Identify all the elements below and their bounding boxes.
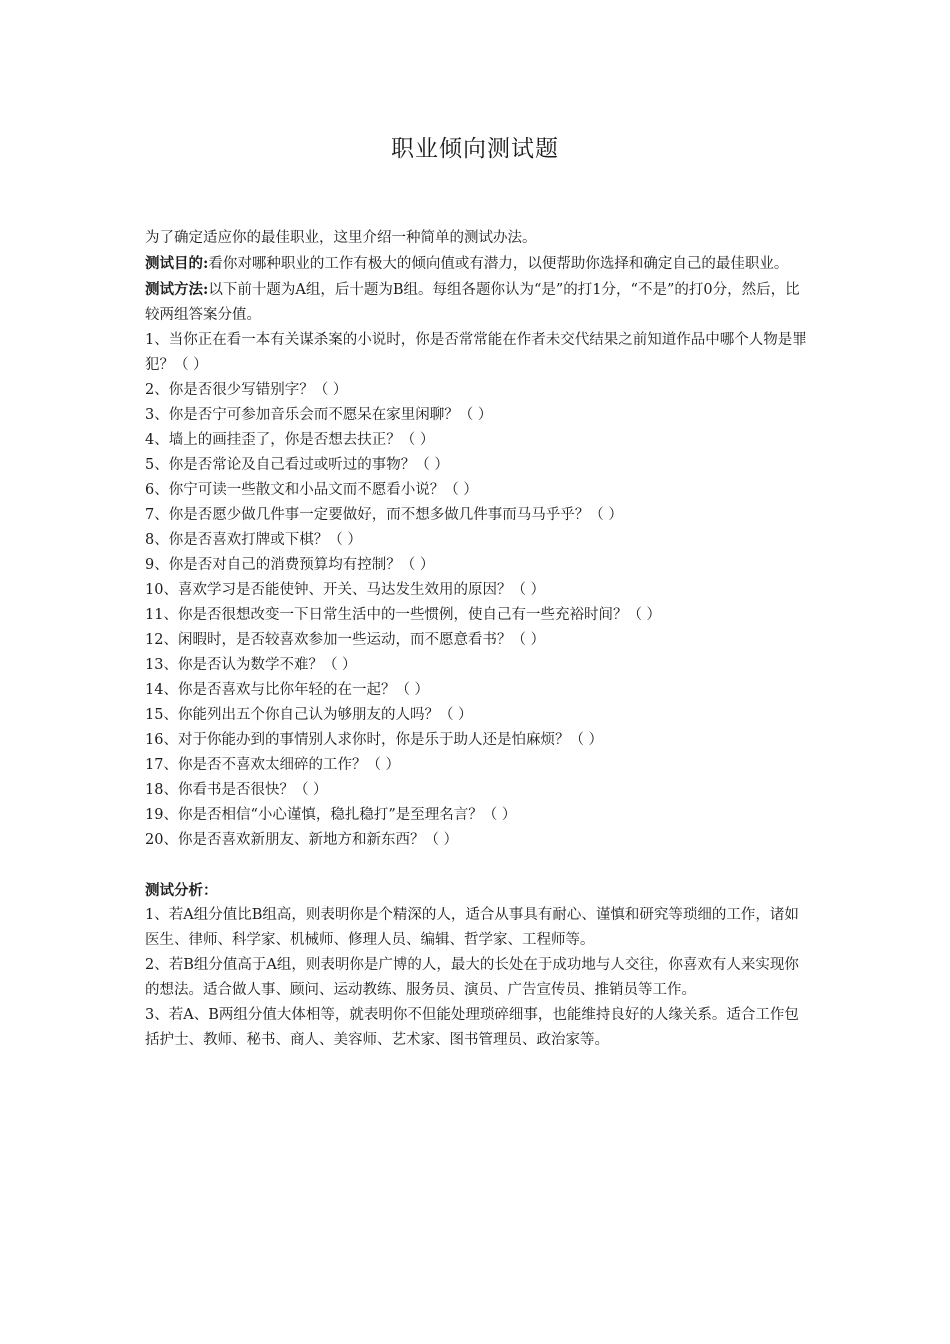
question-5: 5、你是否常论及自己看过或听过的事物？（ ） bbox=[145, 457, 449, 473]
purpose-paragraph bbox=[145, 251, 810, 277]
purpose-label: 测试目的: bbox=[145, 255, 209, 272]
analysis-item-2: 2、若B组分值高于A组，则表明你是广博的人，最大的长处在于成功地与人交往，你喜欢有人来实现你的想法。适合做人事、顾问、运动教练、服务员、演员、广告宣传员、推销员等工作。 bbox=[145, 957, 799, 998]
question-7: 7、你是否愿少做几件事一定要做好，而不想多做几件事而马马乎乎？（ ） bbox=[145, 507, 623, 523]
question-11: 11、你是否很想改变一下日常生活中的一些惯例，使自己有一些充裕时间？（ ） bbox=[145, 607, 662, 623]
question-3: 3、你是否宁可参加音乐会而不愿呆在家里闲聊？（ ） bbox=[145, 407, 493, 423]
question-4: 4、墙上的画挂歪了，你是否想去扶正？（ ） bbox=[145, 432, 435, 448]
question-8: 8、你是否喜欢打牌或下棋？（ ） bbox=[145, 532, 362, 548]
analysis-item-3: 3、若A、B两组分值大体相等，就表明你不但能处理琐碎细事，也能维持良好的人缘关系。适合工作包括护士、教师、秘书、商人、美容师、艺术家、图书管理员、政治家等。 bbox=[145, 1007, 799, 1048]
question-20: 20、你是否喜欢新朋友、新地方和新东西？（ ） bbox=[145, 832, 459, 848]
method-paragraph bbox=[145, 277, 810, 328]
question-19: 19、你是否相信“小心谨慎，稳扎稳打”是至理名言？（ ） bbox=[145, 807, 517, 823]
page-title: 职业倾向测试题 bbox=[391, 136, 559, 162]
question-16: 16、对于你能办到的事情别人求你时，你是乐于助人还是怕麻烦？（ ） bbox=[145, 732, 604, 748]
question-14: 14、你是否喜欢与比你年轻的在一起？（ ） bbox=[145, 682, 430, 698]
document-body bbox=[145, 226, 810, 1053]
intro-paragraph: 为了确定适应你的最佳职业，这里介绍一种简单的测试办法。 bbox=[145, 230, 537, 246]
method-label: 测试方法: bbox=[145, 281, 209, 298]
method-text: 以下前十题为A组，后十题为B组。每组各题你认为“是”的打1分，“不是”的打0分，然后，比较两组答案分值。 bbox=[145, 282, 800, 323]
section-spacer bbox=[145, 853, 810, 878]
question-2: 2、你是否很少写错别字？（ ） bbox=[145, 382, 348, 398]
analysis-item-1: 1、若A组分值比B组高，则表明你是个精深的人，适合从事具有耐心、谨慎和研究等琐细的工作，诸如医生、律师、科学家、机械师、修理人员、编辑、哲学家、工程师等。 bbox=[145, 907, 799, 948]
question-18: 18、你看书是否很快？（ ） bbox=[145, 782, 328, 798]
question-6: 6、你宁可读一些散文和小品文而不愿看小说？（ ） bbox=[145, 482, 478, 498]
question-17: 17、你是否不喜欢太细碎的工作？（ ） bbox=[145, 757, 401, 773]
purpose-text: 看你对哪种职业的工作有极大的倾向值或有潜力，以便帮助你选择和确定自己的最佳职业。 bbox=[208, 256, 789, 272]
question-15: 15、你能列出五个你自己认为够朋友的人吗？（ ） bbox=[145, 707, 473, 723]
analysis-heading: 测试分析： bbox=[145, 882, 218, 899]
question-12: 12、闲暇时，是否较喜欢参加一些运动，而不愿意看书？（ ） bbox=[145, 632, 546, 648]
question-1: 1、当你正在看一本有关谋杀案的小说时，你是否常常能在作者未交代结果之前知道作品中哪个人物是罪犯？（ ） bbox=[145, 332, 807, 373]
question-9: 9、你是否对自己的消费预算均有控制？（ ） bbox=[145, 557, 435, 573]
question-10: 10、喜欢学习是否能使钟、开关、马达发生效用的原因？（ ） bbox=[145, 582, 546, 598]
question-13: 13、你是否认为数学不难？（ ） bbox=[145, 657, 357, 673]
